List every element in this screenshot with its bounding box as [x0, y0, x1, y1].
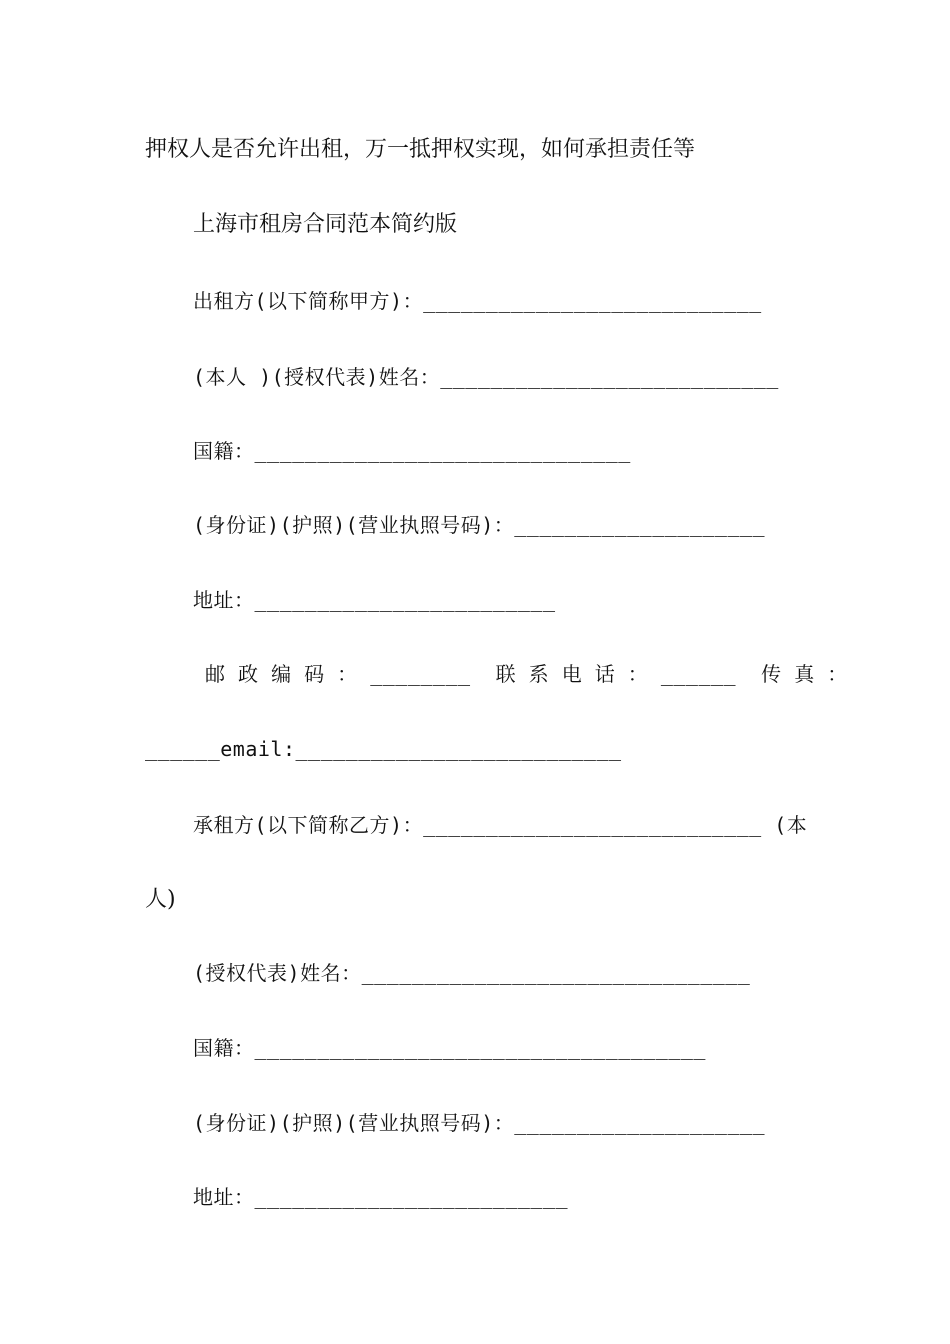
lessee-id-line: (身份证)(护照)(营业执照号码)：____________________ [193, 1111, 766, 1135]
lessee-name-line: 承租方(以下简称乙方)：___________________________ (本 [193, 813, 808, 837]
lessee-address-line: 地址：_________________________ [193, 1185, 569, 1209]
document-title: 上海市租房合同范本简约版 [193, 212, 458, 237]
lessee-representative-line: (授权代表)姓名：_______________________________ [193, 961, 751, 985]
lessee-self-line: 人) [145, 887, 176, 912]
text-line-mortgage-note: 押权人是否允许出租，万一抵押权实现，如何承担责任等 [145, 137, 696, 162]
lessor-name-line: 出租方(以下简称甲方)：___________________________ [193, 289, 762, 313]
lessor-email-line: ______email:__________________________ [145, 737, 622, 761]
lessor-id-line: (身份证)(护照)(营业执照号码)：____________________ [193, 513, 766, 537]
lessor-nationality-line: 国籍：______________________________ [193, 439, 631, 463]
lessor-contact-line: 邮 政 编 码 ： ________ 联 系 电 话 ： ______ 传 真 ： [205, 662, 848, 686]
lessor-representative-line: (本人 )(授权代表)姓名：___________________________ [193, 365, 779, 389]
lessor-address-line: 地址：________________________ [193, 588, 556, 612]
lessee-nationality-line: 国籍：____________________________________ [193, 1036, 706, 1060]
